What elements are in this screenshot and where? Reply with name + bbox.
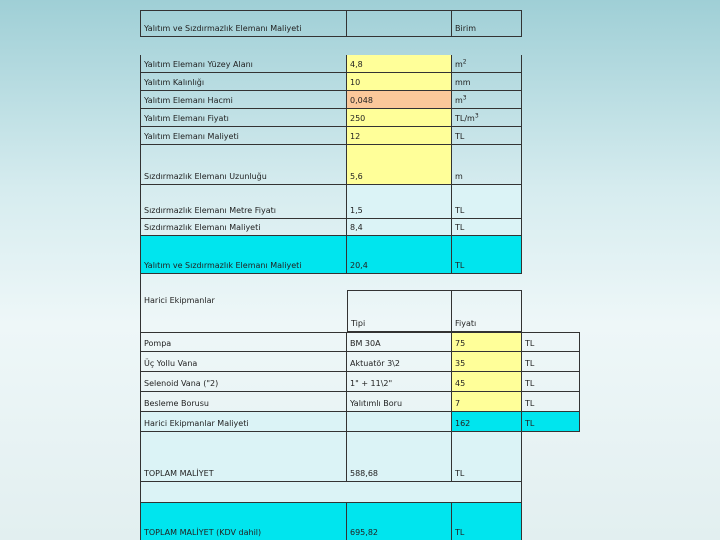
price-header: Fiyatı (455, 319, 477, 328)
equipment-label: Besleme Borusu (144, 399, 209, 408)
equipment-unit: TL (525, 359, 535, 368)
equipment-unit-cell[interactable] (522, 352, 580, 372)
row-value: 0,048 (350, 96, 373, 105)
total-vat-value-cell[interactable] (347, 502, 452, 540)
total-vat-unit-cell[interactable] (452, 502, 522, 540)
row-unit-cell[interactable] (452, 219, 522, 236)
external-header-blank-cell[interactable] (140, 308, 347, 332)
row-unit-cell[interactable] (452, 109, 522, 127)
equipment-type: 1" + 11\2" (350, 379, 393, 388)
row-label-cell[interactable] (140, 145, 347, 185)
subtotal-label-cell[interactable] (140, 236, 347, 274)
subtotal-label: Yalıtım ve Sızdırmazlık Elemanı Maliyeti (144, 261, 302, 270)
row-label: Yalıtım Elemanı Maliyeti (144, 132, 239, 141)
type-header: Tipi (351, 319, 366, 328)
row-unit-cell[interactable] (452, 127, 522, 145)
row-unit: mm (455, 78, 471, 87)
row-label: Sızdırmazlık Elemanı Maliyeti (144, 223, 261, 232)
row-label-cell[interactable] (140, 219, 347, 236)
equipment-label: Selenoid Vana ("2) (144, 379, 219, 388)
equipment-unit-cell[interactable] (522, 372, 580, 392)
row-label-cell[interactable] (140, 127, 347, 145)
row-value: 1,5 (350, 206, 363, 215)
equipment-unit: TL (525, 399, 535, 408)
row-unit-cell[interactable] (452, 185, 522, 219)
row-label: Yalıtım Kalınlığı (144, 78, 205, 87)
equipment-price: 75 (455, 339, 466, 348)
row-label-cell[interactable] (140, 55, 347, 73)
total-value-cell[interactable] (347, 432, 452, 482)
row-unit: $m^2$ (455, 58, 467, 69)
equipment-unit-cell[interactable] (522, 332, 580, 352)
external-cost-unit: TL (525, 419, 535, 428)
total-vat-label: TOPLAM MALİYET (KDV dahil) (144, 528, 262, 537)
equipment-price-cell[interactable] (452, 392, 522, 412)
total-unit: TL (455, 469, 465, 478)
section-title-cell[interactable] (140, 10, 347, 37)
equipment-unit: TL (525, 379, 535, 388)
row-value: 4,8 (350, 60, 363, 69)
row-value-cell[interactable] (347, 145, 452, 185)
equipment-label-cell[interactable] (140, 332, 347, 352)
subtotal-value-cell[interactable] (347, 236, 452, 274)
row-label: Yalıtım Elemanı Yüzey Alanı (144, 60, 253, 69)
row-value-cell[interactable] (347, 219, 452, 236)
row-unit: $TL/m^3$ (455, 112, 479, 123)
row-unit-cell[interactable] (452, 91, 522, 109)
external-cost-blank-cell[interactable] (347, 412, 452, 432)
row-label: Sızdırmazlık Elemanı Uzunluğu (144, 172, 267, 181)
row-value-cell[interactable] (347, 127, 452, 145)
equipment-type-cell[interactable] (347, 332, 452, 352)
total-vat-value: 695,82 (350, 528, 378, 537)
total-vat-unit: TL (455, 528, 465, 537)
row-label-cell[interactable] (140, 73, 347, 91)
external-cost-unit-cell[interactable] (522, 412, 580, 432)
subtotal-value: 20,4 (350, 261, 368, 270)
row-value-cell[interactable] (347, 91, 452, 109)
row-value: 5,6 (350, 172, 363, 181)
row-label-cell[interactable] (140, 185, 347, 219)
unit-header-cell[interactable] (452, 10, 522, 37)
external-cost-value: 162 (455, 419, 471, 428)
equipment-type-cell[interactable] (347, 372, 452, 392)
total-vat-label-cell[interactable] (140, 502, 347, 540)
row-value: 12 (350, 132, 361, 141)
row-value: 8,4 (350, 223, 363, 232)
price-header-cell[interactable] (452, 290, 522, 332)
equipment-label: Pompa (144, 339, 172, 348)
row-label-cell[interactable] (140, 109, 347, 127)
row-unit-cell[interactable] (452, 145, 522, 185)
total-unit-cell[interactable] (452, 432, 522, 482)
equipment-type: Yalıtımlı Boru (350, 399, 403, 408)
row-value: 10 (350, 78, 361, 87)
total-label-cell[interactable] (140, 432, 347, 482)
row-label-cell[interactable] (140, 91, 347, 109)
row-unit: m (455, 172, 463, 181)
row-value: 250 (350, 114, 366, 123)
type-header-cell[interactable] (347, 290, 452, 332)
external-cost-label: Harici Ekipmanlar Maliyeti (144, 419, 249, 428)
equipment-label-cell[interactable] (140, 352, 347, 372)
row-value-cell[interactable] (347, 109, 452, 127)
equipment-price-cell[interactable] (452, 372, 522, 392)
unit-header: Birim (455, 24, 477, 33)
external-title: Harici Ekipmanlar (144, 296, 215, 305)
row-label: Yalıtım Elemanı Hacmi (144, 96, 233, 105)
external-cost-label-cell[interactable] (140, 412, 347, 432)
equipment-price-cell[interactable] (452, 332, 522, 352)
row-value-cell[interactable] (347, 185, 452, 219)
row-value-cell[interactable] (347, 55, 452, 73)
row-unit: TL (455, 132, 465, 141)
row-unit: $m^3$ (455, 94, 467, 105)
equipment-label-cell[interactable] (140, 392, 347, 412)
equipment-price: 7 (455, 399, 461, 408)
total-label: TOPLAM MALİYET (144, 469, 214, 478)
total-value: 588,68 (350, 469, 378, 478)
equipment-type: BM 30A (350, 339, 381, 348)
equipment-unit: TL (525, 339, 535, 348)
equipment-price: 35 (455, 359, 466, 368)
equipment-unit-cell[interactable] (522, 392, 580, 412)
row-unit-cell[interactable] (452, 73, 522, 91)
row-label: Sızdırmazlık Elemanı Metre Fiyatı (144, 206, 276, 215)
row-unit: TL (455, 206, 465, 215)
row-value-cell[interactable] (347, 73, 452, 91)
section-title: Yalıtım ve Sızdırmazlık Elemanı Maliyeti (144, 24, 302, 33)
equipment-label: Üç Yollu Vana (144, 359, 198, 368)
row-label: Yalıtım Elemanı Fiyatı (144, 114, 229, 123)
equipment-price-cell[interactable] (452, 352, 522, 372)
equipment-type-cell[interactable] (347, 392, 452, 412)
equipment-type: Aktuatör 3\2 (350, 359, 400, 368)
equipment-label-cell[interactable] (140, 372, 347, 392)
subtotal-unit: TL (455, 261, 465, 270)
empty-header-cell[interactable] (347, 10, 452, 37)
spacer-row (140, 482, 522, 502)
row-unit: TL (455, 223, 465, 232)
equipment-price: 45 (455, 379, 466, 388)
equipment-type-cell[interactable] (347, 352, 452, 372)
external-cost-value-cell[interactable] (452, 412, 522, 432)
row-unit-cell[interactable] (452, 55, 522, 73)
external-title-cell[interactable] (140, 274, 347, 308)
subtotal-unit-cell[interactable] (452, 236, 522, 274)
